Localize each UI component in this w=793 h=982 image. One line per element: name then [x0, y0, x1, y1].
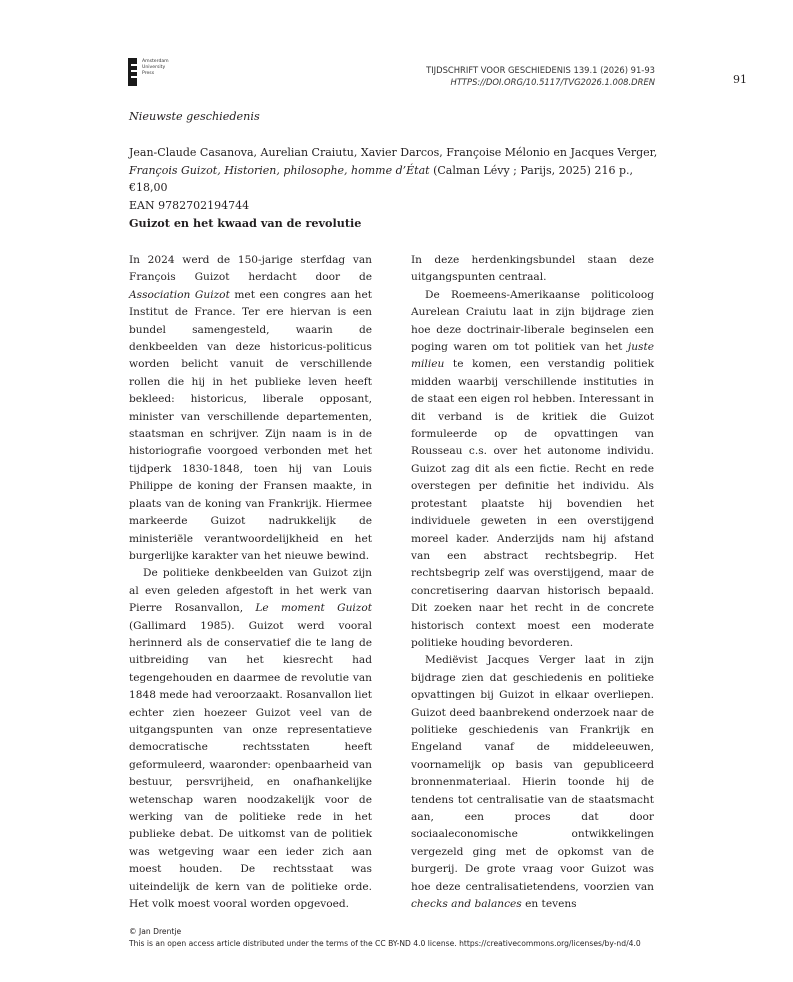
text-column-left: [129, 252, 372, 913]
paragraph: De Roemeens-Amerikaanse politicoloog Aurelean Craiutu laat in zijn bijdrage zien hoe deze doctrinair-liberale beginselen een poging waren om tot politiek van het juste milieu te komen, een verstandig politiek midden waarbij verschillende instituties in de staat een eigen rol hebben. Interessant in dit verband is de kritiek die Guizot formuleerde op de opvattingen van Rousseau c.s. over het autonome individu. Guizot zag dit als een fictie. Recht en rede overstegen per definitie het individu. Als protestant plaatste hij bovendien het individuele geweten in een overstijgend moreel kader. Anderzijds nam hij afstand van een abstract rechtsbegrip. Het rechtsbegrip zelf was overstijgend, maar de concretisering daarvan historisch bepaald. Dit zoeken naar het recht in de concrete historisch context moest een moderate politieke houding bevorderen.: [411, 288, 654, 649]
text-column-right: [411, 252, 654, 913]
book-reference: [129, 144, 659, 214]
book-authors: Jean-Claude Casanova, Aurelian Craiutu, Xavier Darcos, Françoise Mélonio en Jacques Verger,: [129, 146, 658, 159]
paragraph: In 2024 werd de 150-jarige sterfdag van François Guizot herdacht door de Association Guizot met een congres aan het Institut de France. Ter ere hiervan is een bundel samengesteld, waarin de denkbeelden van deze historicus-politicus worden belicht vanuit de verschillende rollen die hij in het publieke leven heeft bekleed: historicus, liberale opposant, minister van verschillende departementen, staatsman en schrijver. Zijn naam is in de historiografie voorgoed verbonden met het tijdperk 1830-1848, toen hij van Louis Philippe de koning der Fransen maakte, in plaats van de koning van Frankrijk. Hiermee markeerde Guizot nadrukkelijk de ministeriële verantwoordelijkheid en het burgerlijke karakter van het nieuwe bewind.: [129, 254, 372, 562]
publisher-logo: [128, 58, 188, 86]
running-header: [426, 64, 655, 88]
journal-citation: TIJDSCHRIFT VOOR GESCHIEDENIS 139.1 (2026) 91-93: [426, 65, 655, 75]
publisher-logo-text: Amsterdam University Press: [142, 59, 169, 76]
review-title: Guizot en het kwaad van de revolutie: [129, 216, 362, 230]
copyright-notice: © Jan Drentje: [129, 927, 182, 936]
book-ean: EAN 9782702194744: [129, 198, 250, 212]
section-label: Nieuwste geschiedenis: [129, 110, 260, 123]
book-title: François Guizot, Historien, philosophe, homme d’État: [129, 163, 430, 177]
page-number: 91: [733, 73, 747, 86]
doi-link[interactable]: HTTPS://DOI.ORG/10.5117/TVG2026.1.008.DREN: [450, 77, 655, 87]
paragraph: In deze herdenkingsbundel staan deze uitgangspunten centraal.: [411, 254, 654, 284]
license-notice: This is an open access article distributed under the terms of the CC BY-ND 4.0 license. https://creativecommons.org/licenses/by-nd/4.0: [129, 939, 641, 948]
footer: [129, 926, 641, 950]
book-publication: (Calman Lévy ; Parijs, 2025) 216 p., €18,00: [129, 163, 633, 194]
paragraph: De politieke denkbeelden van Guizot zijn al even geleden afgestoft in het werk van Pierre Rosanvallon, Le moment Guizot (Gallimard 1985). Guizot werd vooral herinnerd als de conservatief die te lang de uitbreiding van het kiesrecht had tegengehouden en daarmee de revolutie van 1848 mede had veroorzaakt. Rosanvallon liet echter zien hoezeer Guizot veel van de uitgangspunten van onze representatieve democratische rechtsstaten heeft geformuleerd, waaronder: openbaarheid van bestuur, persvrijheid, en onafhankelijke wetenschap waren noodzakelijk voor de werking van de politieke rede in het publieke debat. De uitkomst van de politiek was wetgeving waar een ieder zich aan moest houden. De rechtsstaat was uiteindelijk de kern van de politieke orde. Het volk moest vooral worden opgevoed.: [129, 567, 372, 911]
paragraph: Mediëvist Jacques Verger laat in zijn bijdrage zien dat geschiedenis en politieke opvattingen bij Guizot in elkaar overliepen. Guizot deed baanbrekend onderzoek naar de politieke geschiedenis van Frankrijk en Engeland vanaf de middeleeuwen, voornamelijk op basis van gepubliceerd bronnenmateriaal. Hierin toonde hij de tendens tot centralisatie van de staatsmacht aan, een proces dat door sociaaleconomische ontwikkelingen vergezeld ging met de opkomst van de burgerij. De grote vraag voor Guizot was hoe deze centralisatietendens, voorzien van checks and balances en tevens: [411, 654, 654, 911]
publisher-logo-mark: [128, 58, 137, 86]
